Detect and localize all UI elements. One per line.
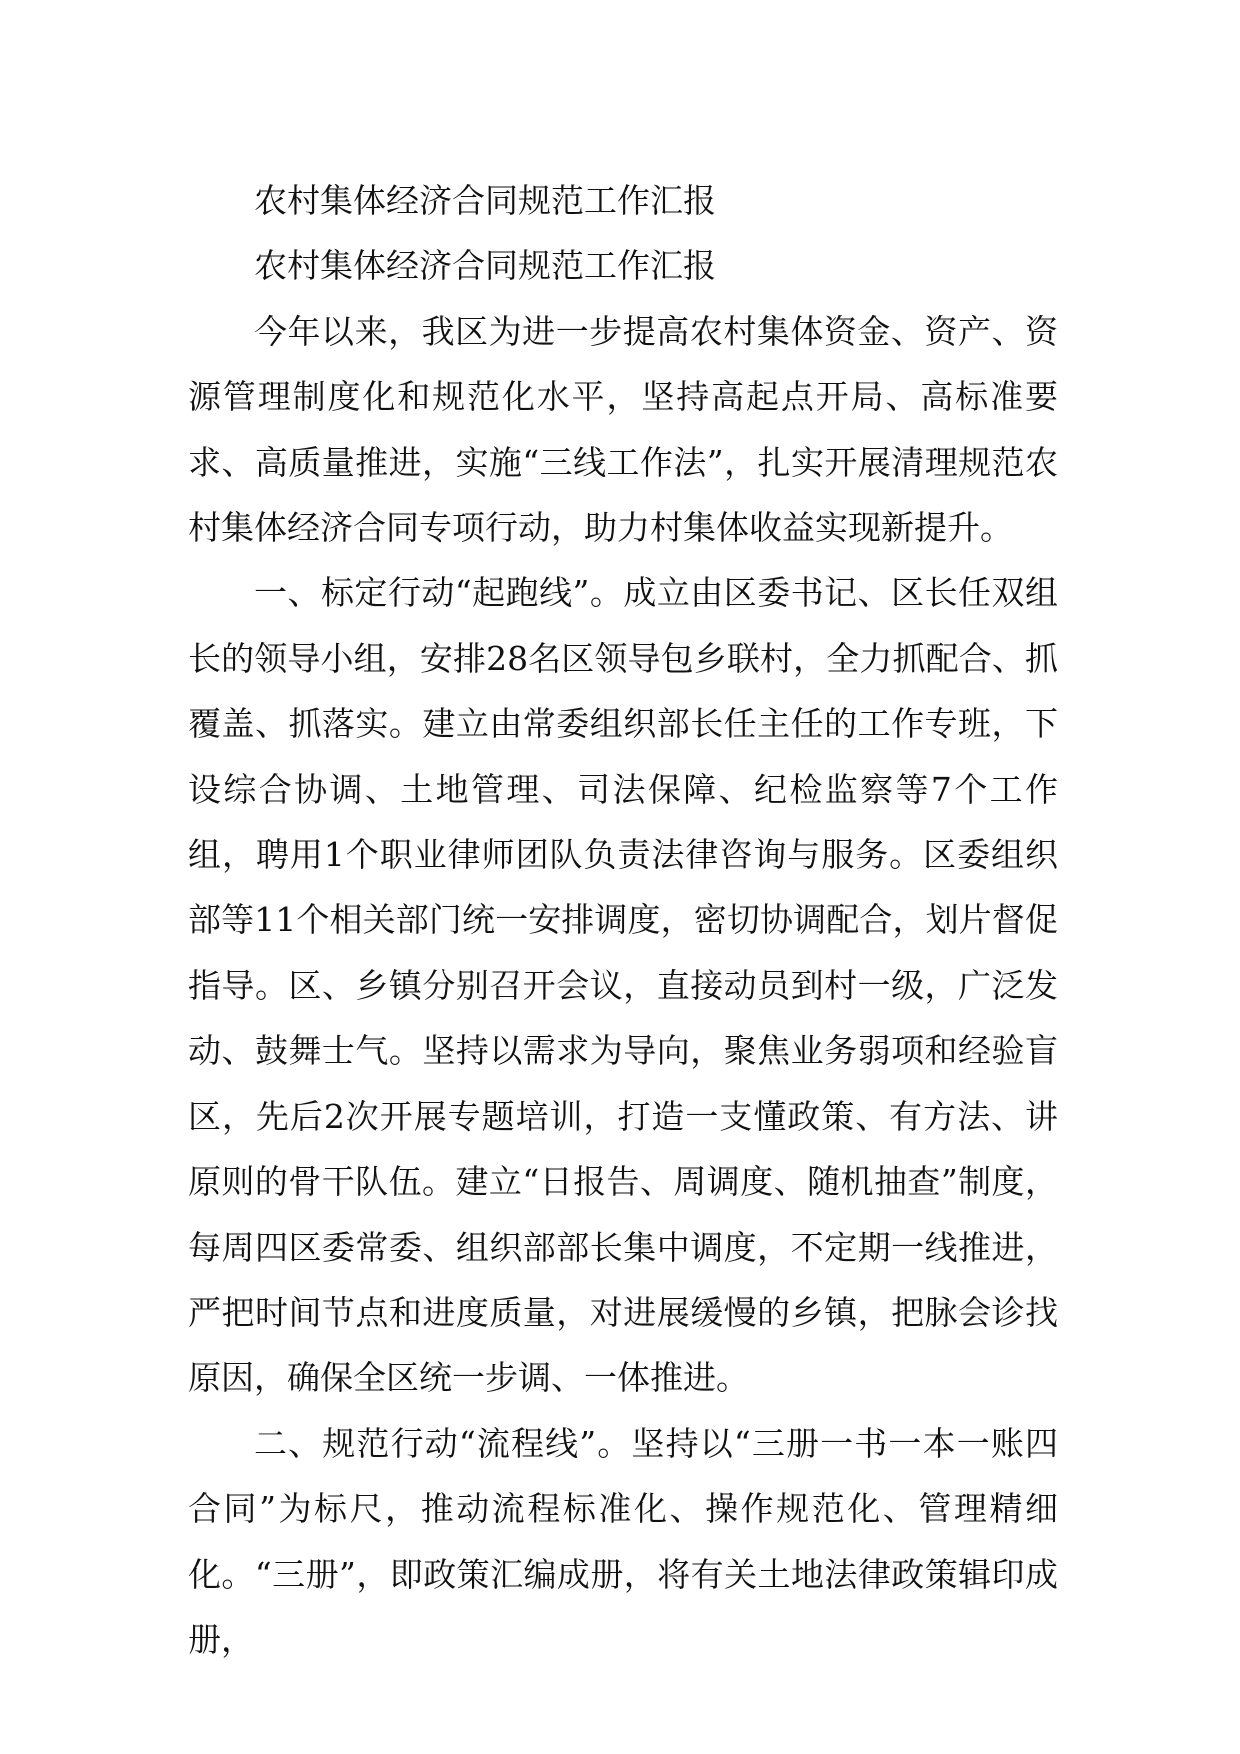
body-paragraph-intro: 今年以来，我区为进一步提高农村集体资金、资产、资源管理制度化和规范化水平，坚持高起点开局、高标准要求、高质量推进，实施“三线工作法”，扎实开展清理规范农村集体经济合同专项行动，助力村集体收益实现新提升。 <box>188 311 1058 548</box>
document-body <box>188 168 1058 1672</box>
document-title-line-1: 农村集体经济合同规范工作汇报 <box>254 181 716 220</box>
body-paragraph-section-1: 一、标定行动“起跑线”。成立由区委书记、区长任双组长的领导小组，安排28名区领导包乡联村，全力抓配合、抓覆盖、抓落实。建立由常委组织部长任主任的工作专班，下设综合协调、土地管理、司法保障、纪检监察等7个工作组，聘用1个职业律师团队负责法律咨询与服务。区委组织部等11个相关部门统一安排调度，密切协调配合，划片督促指导。区、乡镇分别召开会议，直接动员到村一级，广泛发动、鼓舞士气。坚持以需求为导向，聚焦业务弱项和经验盲区，先后2次开展专题培训，打造一支懂政策、有方法、讲原则的骨干队伍。建立“日报告、周调度、随机抽查”制度，每周四区委常委、组织部部长集中调度，不定期一线推进，严把时间节点和进度质量，对进展缓慢的乡镇，把脉会诊找原因，确保全区统一步调、一体推进。 <box>188 573 1058 1398</box>
body-paragraph-section-2: 二、规范行动“流程线”。坚持以“三册一书一本一账四合同”为标尺，推动流程标准化、操作规范化、管理精细化。“三册”，即政策汇编成册，将有关土地法律政策辑印成册， <box>188 1423 1058 1659</box>
document-title-line-2: 农村集体经济合同规范工作汇报 <box>254 246 716 286</box>
